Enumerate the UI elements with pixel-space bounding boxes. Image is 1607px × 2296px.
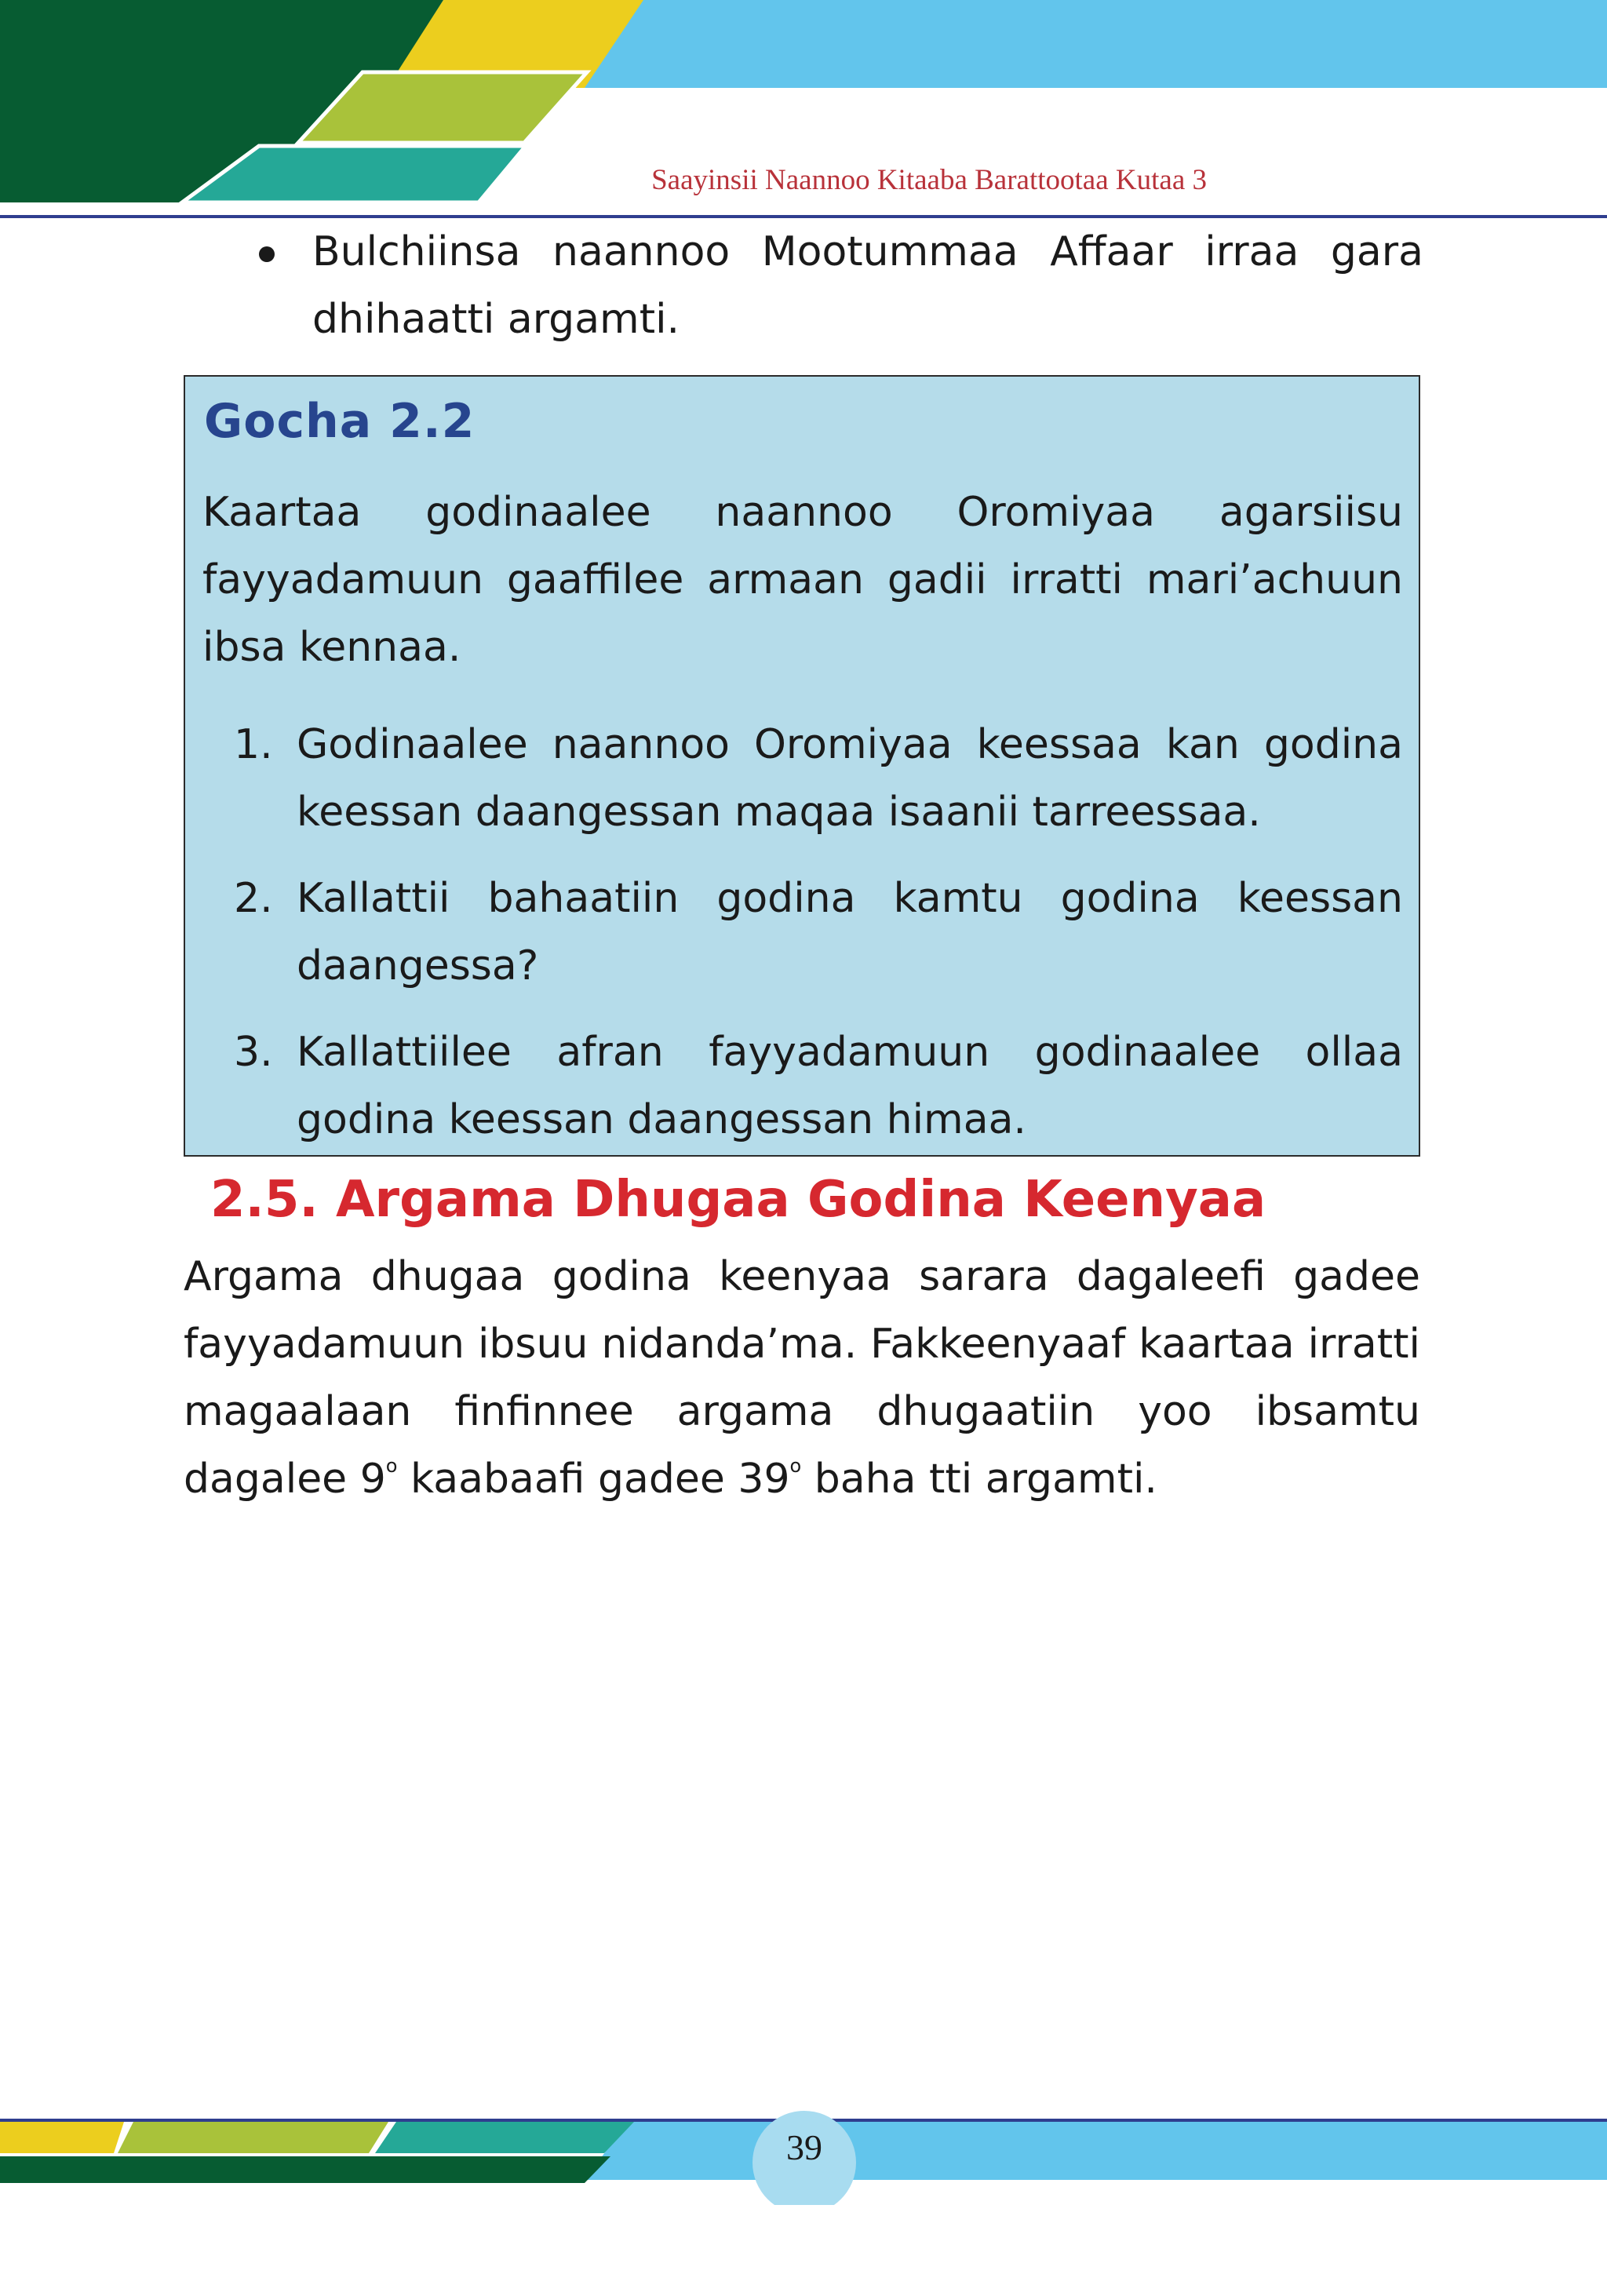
footer-light-green-stripe [118, 2122, 388, 2153]
activity-question [202, 1019, 1403, 1153]
question-number: 1. [234, 721, 273, 768]
bullet-marker [259, 246, 275, 262]
footer-sky-band [585, 2122, 1607, 2180]
question-number: 2. [234, 875, 273, 922]
footer-teal-stripe [375, 2122, 634, 2153]
header-sky-band [585, 0, 1607, 88]
question-text: Kallattii bahaatiin godina kamtu godina keessan daangessa? [297, 875, 1403, 989]
page-number: 39 [786, 2127, 822, 2167]
activity-intro: Kaartaa godinaalee naannoo Oromiyaa agarsiisu fayyadamuun gaaffilee armaan gadii irratti mari’achuun ibsa kennaa. [202, 489, 1403, 671]
activity-question [202, 865, 1403, 1000]
question-text: Kallattiilee afran fayyadamuun godinaalee ollaa godina keessan daangessan himaa. [297, 1029, 1403, 1143]
activity-question-list [202, 711, 1403, 1172]
footer-dark-green-stripe [0, 2156, 610, 2183]
section-paragraph [184, 1243, 1420, 1513]
degree-symbol: o [385, 1455, 398, 1477]
footer-yellow-stripe [0, 2122, 124, 2153]
section-heading: 2.5. Argama Dhugaa Godina Keenyaa [210, 1171, 1266, 1229]
section-text-part1: Argama dhugaa godina keenyaa sarara dagaleefi gadee fayyadamuun ibsuu nidanda’ma. Fakkeenyaaf kaartaa irratti magaalaan finfinnee argama dhugaatiin yoo ibsamtu dagalee 9 [184, 1253, 1420, 1503]
section-text-part2: kaabaafi gadee 39 [397, 1456, 790, 1503]
question-number: 3. [234, 1029, 273, 1076]
running-head: Saayinsii Naannoo Kitaaba Barattootaa Kutaa 3 [651, 164, 1207, 196]
activity-title: Gocha 2.2 [204, 394, 476, 449]
degree-symbol: o [789, 1455, 802, 1477]
bullet-text: Bulchiinsa naannoo Mootummaa Affaar irraa gara dhihaatti argamti. [312, 228, 1423, 343]
section-text-part3: baha tti argamti. [801, 1456, 1157, 1503]
activity-box [184, 375, 1420, 1157]
question-text: Godinaalee naannoo Oromiyaa keessaa kan godina keessan daangessan maqaa isaanii tarreessaa. [297, 721, 1403, 836]
activity-question [202, 711, 1403, 846]
